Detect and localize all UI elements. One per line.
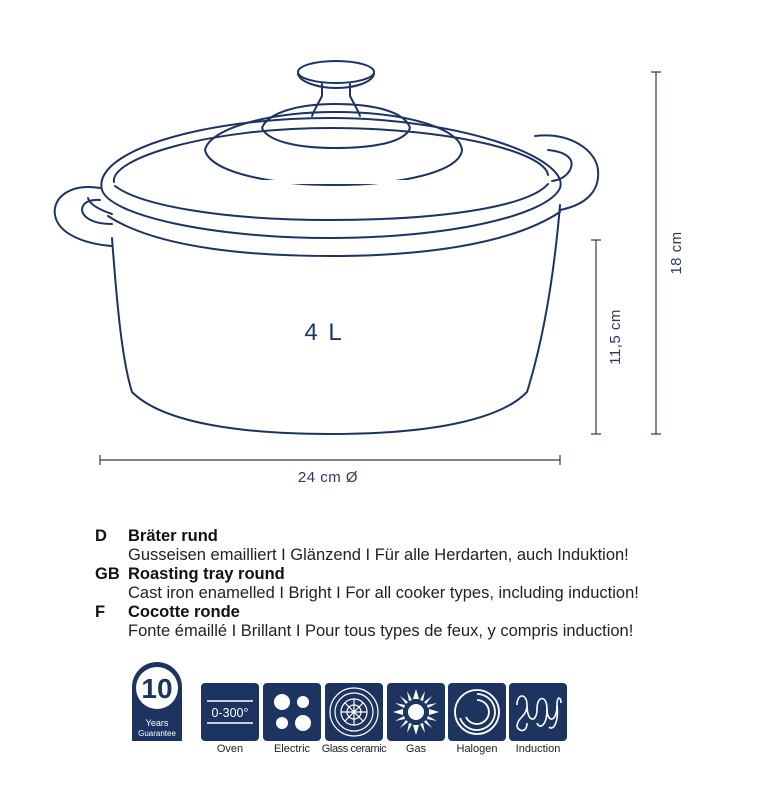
- left-handle: [55, 187, 112, 246]
- knob-bottom: [298, 74, 374, 88]
- desc-d-title-row: [95, 527, 735, 546]
- halogen-icon: [448, 683, 506, 741]
- lid-ring-2: [262, 104, 410, 148]
- glass-ceramic-label: Glass ceramic: [321, 743, 387, 755]
- right-handle: [535, 135, 598, 210]
- product-title: Bräter rund: [128, 527, 218, 545]
- halogen-label: Halogen: [456, 743, 498, 755]
- diameter-label: 24 cm Ø: [297, 469, 359, 486]
- gas-icon: [387, 683, 445, 741]
- oven-temperature: 0-300°: [211, 706, 249, 720]
- product-description: Gusseisen emailliert I Glänzend I Für alle Herdarten, auch Induktion!: [128, 546, 629, 564]
- description-list: [95, 527, 735, 641]
- oven-icon: [201, 683, 259, 741]
- lid-rim-lower: [115, 184, 548, 220]
- guarantee-text: Guarantee: [138, 729, 176, 738]
- desc-f-text-row: [95, 622, 735, 641]
- product-description: Cast iron enamelled I Bright I For all cooker types, including induction!: [128, 584, 639, 602]
- product-description: Fonte émaillé I Brillant I Pour tous types de feux, y compris induction!: [128, 622, 634, 640]
- gas-label: Gas: [405, 743, 427, 755]
- total-height-label: 18 cm: [668, 231, 685, 275]
- pot-rim: [108, 212, 560, 256]
- glass-ceramic-icon: [325, 683, 383, 741]
- desc-d-text-row: [95, 546, 735, 565]
- oven-label: Oven: [216, 743, 244, 755]
- lang-code: GB: [95, 565, 120, 583]
- guarantee-years: Years: [145, 718, 169, 728]
- lang-code: F: [95, 603, 106, 621]
- right-handle-inner: [548, 150, 572, 181]
- body-height-label: 11,5 cm: [607, 309, 624, 365]
- lang-code: D: [95, 527, 107, 545]
- knob-top: [298, 61, 374, 83]
- product-title: Cocotte ronde: [128, 603, 240, 621]
- electric-label: Electric: [273, 743, 311, 755]
- guarantee-number: 10: [141, 673, 173, 704]
- induction-icon: [509, 683, 567, 741]
- product-title: Roasting tray round: [128, 565, 285, 583]
- volume-label: 4 L: [304, 319, 344, 346]
- desc-f-title-row: [95, 603, 735, 622]
- electric-icon: [263, 683, 321, 741]
- guarantee-badge: [128, 657, 186, 741]
- desc-gb-title-row: [95, 565, 735, 584]
- induction-label: Induction: [515, 743, 561, 755]
- desc-gb-text-row: [95, 584, 735, 603]
